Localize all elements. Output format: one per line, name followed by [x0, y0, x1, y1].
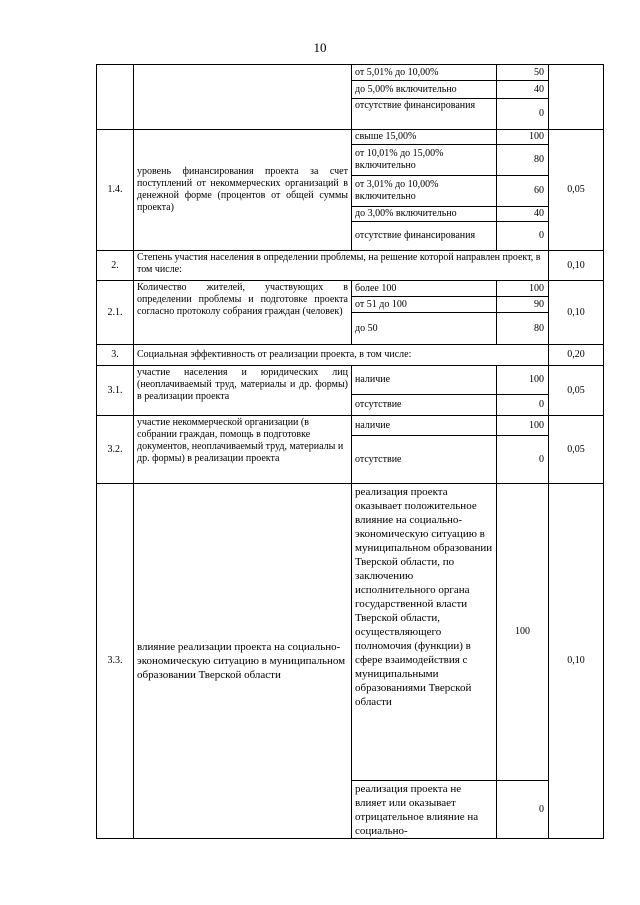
score-cell: 80 [496, 144, 549, 176]
row-number: 3.1. [96, 365, 134, 416]
criterion-cell: отсутствие финансирования [351, 98, 497, 130]
criterion-description: участие некоммерческой организации (в собрании граждан, помощь в подготовке документов, неоплачиваемый труд, материалы и др. формы) в реализации проекта [133, 415, 352, 484]
criterion-cell: реализация проекта оказывает положительное влияние на социально-экономическую ситуацию в муниципальном образовании Тверской области, по заключению исполнительного органа государственной власти Тверской области, осуществляющего полномочия (функции) в сфере взаимодействия с муниципальными образованиями Тверской области [351, 483, 497, 781]
section-heading: Социальная эффективность от реализации проекта, в том числе: [133, 344, 549, 366]
criterion-cell: до 5,00% включительно [351, 80, 497, 99]
score-cell: 100 [496, 280, 549, 297]
criterion-description: уровень финансирования проекта за счет поступлений от некоммерческих организаций в денежной форме (процентов от общей суммы проекта) [133, 129, 352, 251]
criterion-cell: отсутствие финансирования [351, 221, 497, 251]
page-number: 10 [313, 40, 327, 55]
score-cell: 90 [496, 296, 549, 313]
criterion-cell: отсутствие [351, 394, 497, 416]
score-cell: 0 [496, 221, 549, 251]
score-cell: 0 [496, 780, 549, 839]
row-number: 2.1. [96, 280, 134, 345]
criterion-cell: от 10,01% до 15,00% включительно [351, 144, 497, 176]
row-number: 1.4. [96, 129, 134, 251]
score-cell: 40 [496, 206, 549, 222]
criterion-description: влияние реализации проекта на социально-экономическую ситуацию в муниципальном образовании Тверской области [133, 483, 352, 839]
row-number: 2. [96, 250, 134, 281]
score-cell: 0 [496, 394, 549, 416]
criterion-cell: от 51 до 100 [351, 296, 497, 313]
score-cell: 80 [496, 312, 549, 345]
criterion-cell: до 3,00% включительно [351, 206, 497, 222]
weight-cell: 0,05 [548, 365, 604, 416]
weight-cell: 0,10 [548, 280, 604, 345]
criterion-cell: реализация проекта не влияет или оказывает отрицательное влияние на социально- [351, 780, 497, 839]
score-cell: 100 [496, 415, 549, 436]
criterion-description: Количество жителей, участвующих в определении проблемы и подготовке проекта согласно протоколу собрания граждан (человек) [133, 280, 352, 345]
criterion-cell: наличие [351, 415, 497, 436]
criterion-cell: от 5,01% до 10,00% [351, 64, 497, 81]
criterion-cell: наличие [351, 365, 497, 395]
score-cell: 50 [496, 64, 549, 81]
score-cell: 0 [496, 435, 549, 484]
row-number: 3. [96, 344, 134, 366]
criterion-cell: более 100 [351, 280, 497, 297]
score-cell: 100 [496, 365, 549, 395]
weight-cell: 0,20 [548, 344, 604, 366]
criterion-description: участие населения и юридических лиц (неоплачиваемый труд, материалы и др. формы) в реализации проекта [133, 365, 352, 416]
weight-cell: 0,10 [548, 250, 604, 281]
criterion-cell: свыше 15,00% [351, 129, 497, 145]
criterion-cell: от 3,01% до 10,00% включительно [351, 175, 497, 207]
section-heading: Степень участия населения в определении проблемы, на решение которой направлен проект, в том числе: [133, 250, 549, 281]
weight-cell: 0,05 [548, 415, 604, 484]
score-cell: 100 [496, 483, 549, 781]
criterion-cell: до 50 [351, 312, 497, 345]
weight-cell: 0,10 [548, 483, 604, 839]
score-cell: 0 [496, 98, 549, 130]
weight-cell [548, 64, 604, 130]
score-cell: 60 [496, 175, 549, 207]
row-number: 3.3. [96, 483, 134, 839]
score-cell: 100 [496, 129, 549, 145]
cell-num [96, 64, 134, 130]
weight-cell: 0,05 [548, 129, 604, 251]
score-cell: 40 [496, 80, 549, 99]
row-number: 3.2. [96, 415, 134, 484]
cell-text [133, 64, 352, 130]
criterion-cell: отсутствие [351, 435, 497, 484]
